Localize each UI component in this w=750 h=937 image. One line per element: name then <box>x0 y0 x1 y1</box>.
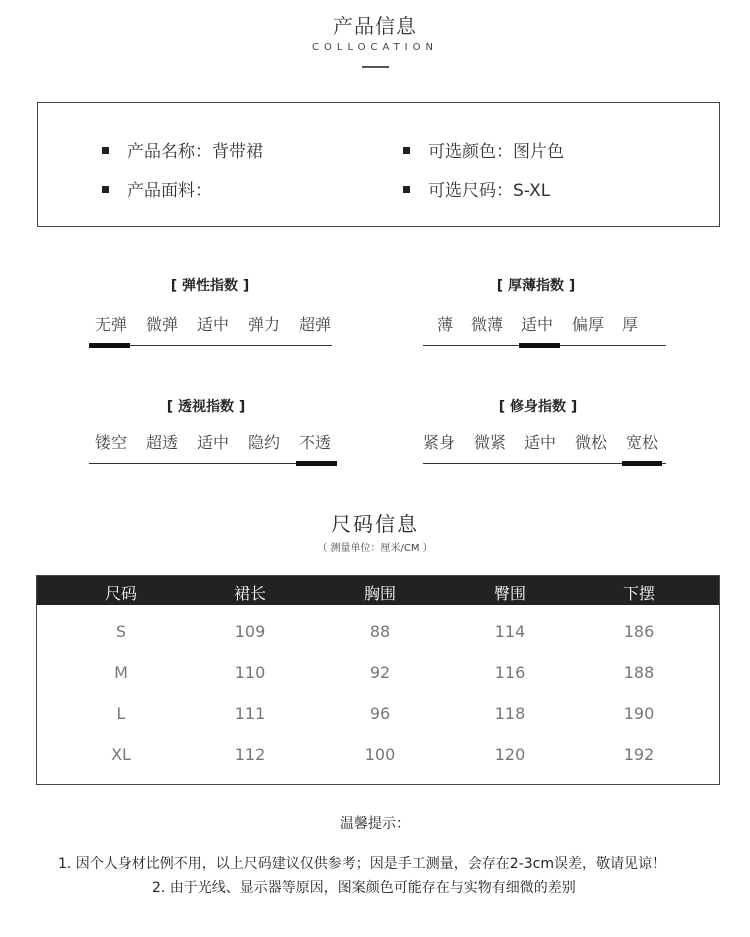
table-cell: 116 <box>494 663 526 682</box>
transparency-index-title: [ 透视指数 ] <box>166 399 246 415</box>
table-cell: L <box>116 704 126 723</box>
thickness-option: 薄 <box>436 315 453 334</box>
section-title-size-info: 尺码信息 <box>331 512 419 536</box>
table-cell: 190 <box>623 704 655 723</box>
product-size-text: 可选尺码：S-XL <box>428 181 551 201</box>
section-title-product-info: 产品信息 <box>333 14 417 38</box>
bullet-icon <box>102 147 109 154</box>
note-line-1: 1. 因个人身材比例不用，以上尺码建议仅供参考；因是手工测量，会存在2-3cm误差，敬请见谅！ <box>58 856 667 872</box>
fit-index-title: [ 修身指数 ] <box>498 399 578 415</box>
fit-option: 宽松 <box>625 433 658 452</box>
table-cell: 96 <box>369 704 391 723</box>
table-cell: 186 <box>623 622 655 641</box>
table-cell: 112 <box>234 745 266 764</box>
size-table <box>36 575 720 785</box>
fit-option: 微松 <box>574 433 607 452</box>
tip-title: 温馨提示： <box>340 816 410 832</box>
table-cell: XL <box>111 745 131 764</box>
table-cell: 120 <box>494 745 526 764</box>
column-header: 臀围 <box>493 584 526 603</box>
transparency-option: 镂空 <box>94 433 127 452</box>
elasticity-selected-marker <box>89 343 130 348</box>
table-cell: M <box>114 663 128 682</box>
bullet-icon <box>102 186 109 193</box>
measurement-unit-note: （ 测量单位：厘米/CM ） <box>317 543 433 554</box>
table-cell: 192 <box>623 745 655 764</box>
product-fabric-item <box>102 176 212 201</box>
title-divider <box>362 66 389 68</box>
fit-option: 微紧 <box>473 433 506 452</box>
table-cell: 100 <box>364 745 396 764</box>
column-header: 裙长 <box>233 584 266 603</box>
thickness-option: 微薄 <box>470 315 503 334</box>
column-header: 胸围 <box>363 584 396 603</box>
elasticity-option: 微弹 <box>145 315 178 334</box>
thickness-option: 偏厚 <box>571 315 604 334</box>
product-name-item <box>102 137 263 162</box>
table-cell: 88 <box>369 622 391 641</box>
table-cell: 188 <box>623 663 655 682</box>
fit-selected-marker <box>622 461 662 466</box>
column-header: 尺码 <box>104 584 137 603</box>
table-cell: 109 <box>234 622 266 641</box>
section-subtitle: COLLOCATION <box>312 42 438 53</box>
transparency-selected-marker <box>296 461 337 466</box>
product-size-item <box>403 176 550 201</box>
transparency-option: 超透 <box>145 433 178 452</box>
fit-option: 紧身 <box>422 433 455 452</box>
elasticity-option: 适中 <box>196 315 229 334</box>
table-cell: 114 <box>494 622 526 641</box>
thickness-option: 适中 <box>520 315 553 334</box>
product-fabric-text: 产品面料： <box>127 181 212 201</box>
elasticity-option: 弹力 <box>247 315 280 334</box>
fit-option: 适中 <box>523 433 556 452</box>
column-header: 下摆 <box>622 584 655 603</box>
size-table-header <box>37 576 719 605</box>
transparency-option: 不透 <box>298 433 331 452</box>
table-cell: 111 <box>234 704 266 723</box>
product-name-text: 产品名称：背带裙 <box>127 142 263 162</box>
table-cell: 118 <box>494 704 526 723</box>
bullet-icon <box>403 147 410 154</box>
elasticity-option: 超弹 <box>298 315 331 334</box>
table-cell: 110 <box>234 663 266 682</box>
elasticity-option: 无弹 <box>94 315 127 334</box>
transparency-option: 隐约 <box>247 433 280 452</box>
note-line-2: 2. 由于光线、显示器等原因，图案颜色可能存在与实物有细微的差别 <box>152 880 576 896</box>
thickness-index-title: [ 厚薄指数 ] <box>496 278 576 294</box>
product-color-item <box>403 137 564 162</box>
product-info-box <box>37 102 720 227</box>
transparency-option: 适中 <box>196 433 229 452</box>
thickness-selected-marker <box>519 343 560 348</box>
elasticity-index-title: [ 弹性指数 ] <box>170 278 250 294</box>
table-cell: S <box>115 622 127 641</box>
product-color-text: 可选颜色：图片色 <box>428 142 564 162</box>
thickness-option: 厚 <box>621 315 638 334</box>
bullet-icon <box>403 186 410 193</box>
table-cell: 92 <box>369 663 391 682</box>
